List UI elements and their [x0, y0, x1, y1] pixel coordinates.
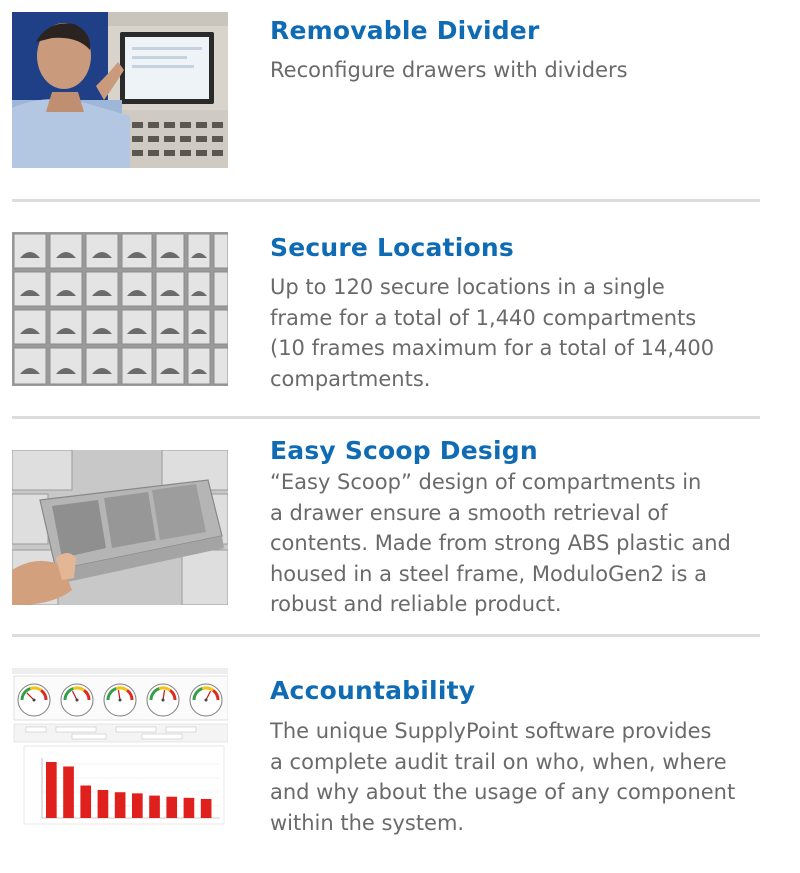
- easy-scoop-title: Easy Scoop Design: [270, 436, 538, 465]
- dashboard-bar: [80, 786, 91, 818]
- dashboard-bar: [115, 792, 126, 818]
- gauge-dial-icon: [104, 684, 136, 716]
- accountability-dashboard-image: [12, 668, 228, 826]
- removable-divider-description: Reconfigure drawers with dividers: [270, 58, 628, 82]
- easy-scoop-description: “Easy Scoop” design of compartments in a drawer ensure a smooth retrieval of contents. Made from strong ABS plastic and housed in a steel frame, ModuloGen2 is a robust and reliable product.: [270, 470, 731, 616]
- dashboard-bar: [166, 797, 177, 818]
- dashboard-bar: [63, 766, 74, 818]
- accountability-description: The unique SupplyPoint software provides a complete audit trail on who, when, where and why about the usage of any component within the system.: [270, 719, 736, 835]
- dashboard-bar: [132, 793, 143, 818]
- gauge-dial-icon: [61, 684, 93, 716]
- dashboard-bar: [184, 798, 195, 818]
- dashboard-bar: [201, 799, 212, 818]
- dashboard-bar: [46, 762, 57, 818]
- gauge-dial-icon: [18, 684, 50, 716]
- accountability-title: Accountability: [270, 676, 476, 705]
- dashboard-bar: [149, 796, 160, 818]
- removable-divider-title: Removable Divider: [270, 16, 540, 45]
- secure-locations-description: Up to 120 secure locations in a single frame for a total of 1,440 compartments (10 frames maximum for a total of 14,400 compartments.: [270, 275, 715, 391]
- gauge-dial-icon: [190, 684, 222, 716]
- dashboard-bar: [98, 790, 109, 818]
- gauge-dial-icon: [147, 684, 179, 716]
- secure-locations-title: Secure Locations: [270, 233, 514, 262]
